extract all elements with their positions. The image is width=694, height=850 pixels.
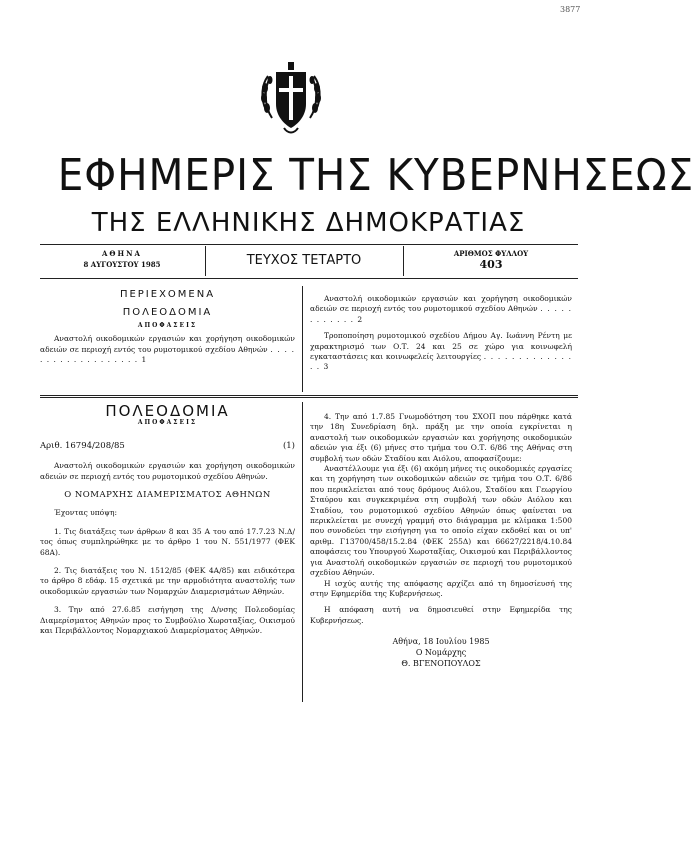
- contents-rule-bottom-double: [40, 397, 578, 398]
- contents-item: Αναστολή οικοδομικών εργασιών και χορήγηση οικοδομικών αδειών σε περιοχή εντός του ρυμοτομικού σχεδίου Αθηνών . . . . . . . . . . . . 2: [310, 294, 572, 324]
- contents-item-text: Αναστολή οικοδομικών εργασιών και χορήγηση οικοδομικών αδειών σε περιοχή εντός του ρυμοτομικού σχεδίου Αθηνών: [40, 334, 295, 354]
- masthead-title: ΕΦΗΜΕΡΙΣ ΤΗΣ ΚΥΒΕΡΝΗΣΕΩΣ: [57, 150, 694, 201]
- contents-item: Αναστολή οικοδομικών εργασιών και χορήγηση οικοδομικών αδειών σε περιοχή εντός του ρυμοτομικού σχεδίου Αθηνών . . . . . . . . . . . . . . . . . . . 1: [40, 334, 295, 365]
- contents-item-page: 3: [323, 362, 329, 372]
- page-number: 3877: [560, 5, 581, 14]
- issue-city: ΑΘΗΝΑ: [102, 249, 142, 258]
- contents-item-text: Τροποποίηση ρυμοτομικού σχεδίου Δήμου Αγ. Ιωάννη Ρέντη με χαρακτηρισμό των Ο.Τ. 24 και 25 σε χώρο για κοινωφελή εγκαταστάσεις και κοινωφελείς λειτουργίες: [310, 331, 572, 362]
- decision-authority: Ο ΝΟΜΑΡΧΗΣ ΔΙΑΜΕΡΙΣΜΑΤΟΣ ΑΘΗΝΩΝ: [64, 490, 271, 501]
- masthead-rule-bottom: [40, 278, 578, 279]
- decision-ref: Αριθ. 16794/208/85: [40, 440, 125, 451]
- decision-ref-number: (1): [282, 440, 295, 451]
- contents-item-text: Αναστολή οικοδομικών εργασιών και χορήγηση οικοδομικών αδειών σε περιοχή εντός του ρυμοτομικού σχεδίου Αθηνών: [310, 294, 572, 314]
- signature-place-date: Αθήνα, 18 Ιουλίου 1985: [392, 637, 490, 647]
- decision-paragraph-5: Αναστέλλουμε για έξι (6) ακόμη μήνες τις οικοδομικές εργασίες και τη χορήγηση των οικοδομικών αδειών σε τμήμα του Ο.Τ. 6/86 που περικλείεται από τους δρόμους Αιόλου, Σταδίου και Γεωργίου Σταύρου και συγκεκριμένα στη συμβολή των οδών Αιόλου και Σταδίου, του ρυμοτομικού σχεδίου Αθηνών όπως φαίνεται να περικλείεται με συνεχή γραμμή στο διάγραμμα με κλίμακα 1:500 που συνοδεύει την εισήγηση για το οποίο είχαν εκδοθεί και οι υπ' αριθμ. Γ13700/458/15.2.84 (ΦΕΚ 255Δ) και 66627/2218/4.10.84 αποφάσεις του Υπουργού Χωροταξίας, Οικισμού και Περιβάλλοντος για Αναστολή οικοδομικών εργασιών σε περιοχή του ρυμοτομικού σχεδίου Αθηνών.: [310, 464, 572, 578]
- signature-block: [310, 636, 572, 669]
- contents-item-page: 1: [141, 355, 147, 365]
- sheet-info: [450, 248, 532, 270]
- decision-paragraph-1: 1. Τις διατάξεις των άρθρων 8 και 35 Α του από 17.7.23 Ν.Δ/τος όπως συμπληρώθηκε με το άρθρο 1 του Ν. 551/1977 (ΦΕΚ 68Α).: [40, 526, 295, 557]
- contents-heading: ΠΕΡΙΕΧΟΜΕΝΑ: [119, 289, 216, 300]
- coat-of-arms-emblem: [258, 58, 324, 142]
- sheet-number: 403: [479, 258, 503, 271]
- decision-left-column: [40, 402, 295, 637]
- decision-paragraph-4: 4. Την από 1.7.85 Γνωμοδότηση του ΣΧΟΠ που πάρθηκε κατά την 18η Συνεδρίαση δηλ. πράξη με την οποία εγκρίνεται η αναστολή των οικοδομικών εργασιών και χορήγησης οικοδομικών αδειών για έξι (6) μήνες στο τμήμα του Ο.Τ. 6/86 της Αθήνας στη συμβολή των οδών Σταδίου και Αιόλου, αποφασίζουμε:: [310, 412, 572, 463]
- signature-name: Θ. ΒΓΕΝΟΠΟΥΛΟΣ: [401, 659, 481, 669]
- contents-divider: [302, 286, 303, 392]
- contents-rule-bottom: [40, 395, 578, 396]
- decision-subject: Αναστολή οικοδομικών εργασιών και χορήγηση οικοδομικών αδειών σε περιοχή εντός του ρυμοτομικού σχεδίου Αθηνών.: [40, 461, 295, 481]
- contents-section: ΠΟΛΕΟΔΟΜΙΑ: [122, 307, 213, 319]
- contents-item-page: 2: [357, 314, 363, 324]
- issue-city-date: [62, 248, 182, 270]
- issue-label: ΤΕΥΧΟΣ ΤΕΤΑΡΤΟ: [246, 253, 362, 268]
- decision-paragraph-3: 3. Την από 27.6.85 εισήγηση της Δ/νσης Πολεοδομίας Διαμερίσματος Αθηνών προς το Συμβούλιο Χωροταξίας, Οικισμού και Περιβάλλοντος Νομαρχιακού Διαμερίσματος Αθηνών.: [40, 605, 295, 636]
- decision-paragraph-7: Η απόφαση αυτή να δημοσιευθεί στην Εφημερίδα της Κυβερνήσεως.: [310, 605, 572, 625]
- decision-paragraph-2: 2. Τις διατάξεις του Ν. 1512/85 (ΦΕΚ 4Α/85) και ειδικότερα το άρθρο 8 εδάφ. 15 σχετικά με την αρμοδιότητα αναστολής των οικοδομικών εργασιών των Νομαρχών Διαμερισμάτων Αθηνών.: [40, 566, 295, 596]
- decision-reference: [40, 441, 295, 451]
- contents-right: [310, 294, 572, 373]
- decision-having: Έχοντας υπόψη:: [54, 508, 118, 518]
- masthead-subtitle: ΤΗΣ ΕΛΛΗΝΙΚΗΣ ΔΗΜΟΚΡΑΤΙΑΣ: [91, 208, 526, 238]
- body-divider: [302, 402, 303, 702]
- decision-paragraph-6: Η ισχύς αυτής της απόφασης αρχίζει από τη δημοσίευσή της στην Εφημερίδα της Κυβερνήσεως.: [310, 578, 572, 598]
- contents-left: [40, 290, 295, 365]
- contents-subsection: ΑΠΟΦΑΣΕΙΣ: [137, 321, 198, 329]
- decision-subsection: ΑΠΟΦΑΣΕΙΣ: [137, 419, 198, 427]
- contents-item: Τροποποίηση ρυμοτομικού σχεδίου Δήμου Αγ. Ιωάννη Ρέντη με χαρακτηρισμό των Ο.Τ. 24 και 25 σε χώρο για κοινωφελή εγκαταστάσεις και κοινωφελείς λειτουργίες . . . . . . . . . . . . . . . 3: [310, 331, 572, 372]
- issue-date: 8 ΑΥΓΟΥΣΤΟΥ 1985: [83, 260, 161, 269]
- meta-divider-right: [403, 246, 404, 276]
- decision-right-column: [310, 412, 572, 669]
- signature-role: Ο Νομάρχης: [415, 648, 467, 658]
- masthead-rule-top: [40, 244, 578, 245]
- sheet-label: ΑΡΙΘΜΟΣ ΦΥΛΛΟΥ: [453, 249, 529, 258]
- decision-section: ΠΟΛΕΟΔΟΜΙΑ: [105, 402, 230, 420]
